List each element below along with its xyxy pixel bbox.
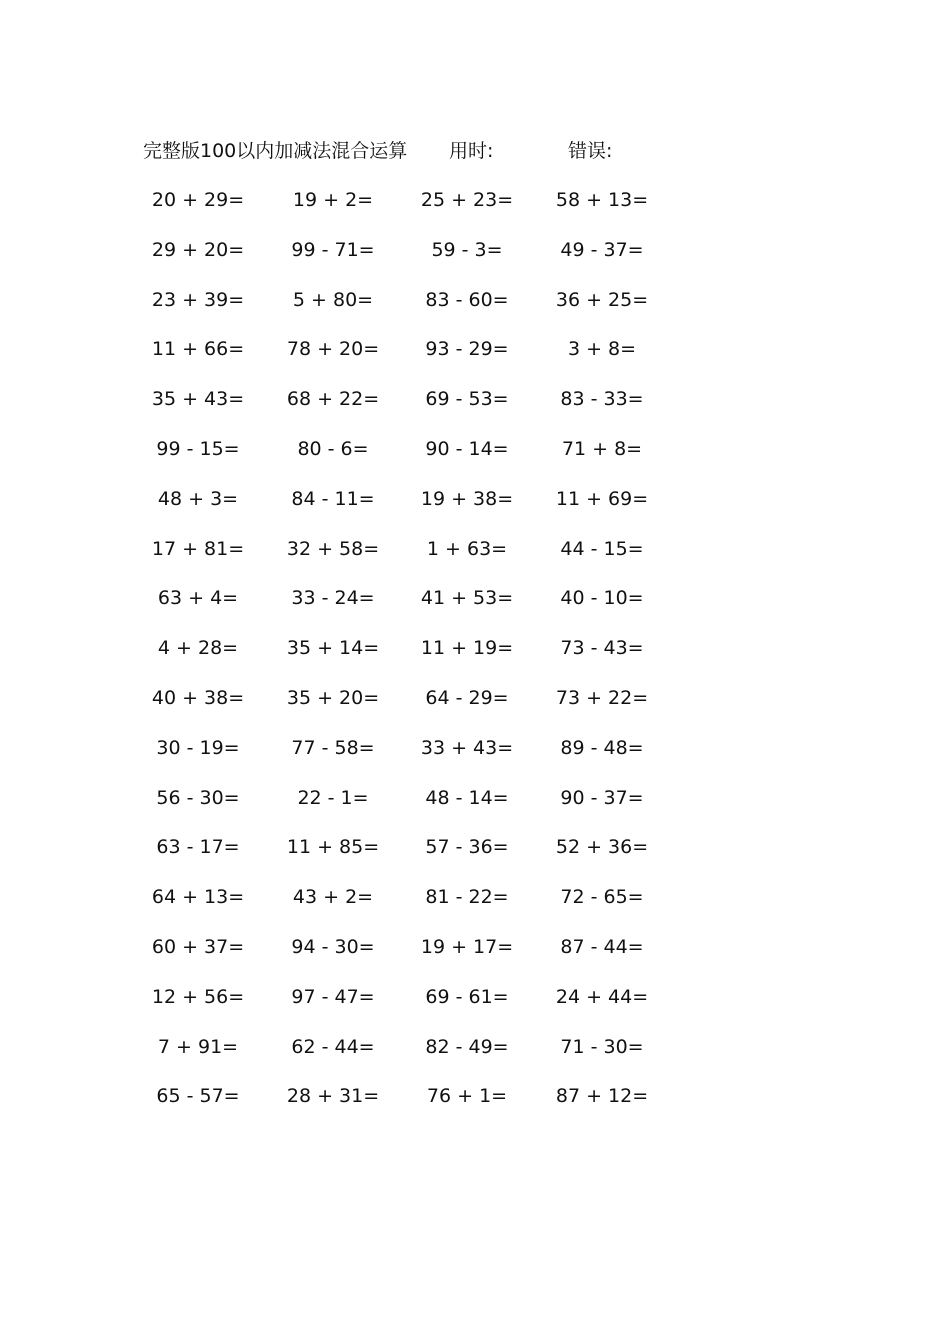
problem-row [143,535,683,585]
problem-item: 41 + 53= [420,587,514,610]
problem-item: 60 + 37= [151,935,245,958]
problem-item: 4 + 28= [157,637,239,660]
problem-item: 71 + 8= [561,437,643,460]
problem-item: 3 + 8= [567,338,637,361]
problem-item: 63 - 17= [156,836,240,859]
problem-item: 89 - 48= [560,736,644,759]
problem-item: 32 + 58= [286,537,380,560]
problem-item: 17 + 81= [151,537,245,560]
problem-row [143,833,683,883]
problem-row [143,584,683,634]
problem-item: 19 + 17= [420,935,514,958]
problem-item: 24 + 44= [555,985,649,1008]
problem-item: 87 - 44= [560,935,644,958]
problem-item: 94 - 30= [291,935,375,958]
problem-item: 71 - 30= [560,1035,644,1058]
problem-item: 99 - 15= [156,437,240,460]
problem-row [143,1033,683,1083]
problem-item: 84 - 11= [291,487,375,510]
problem-item: 11 + 66= [151,338,245,361]
problem-item: 81 - 22= [425,886,509,909]
problem-item: 40 - 10= [560,587,644,610]
problem-item: 90 - 14= [425,437,509,460]
problem-row [143,186,683,236]
problem-item: 65 - 57= [156,1085,240,1108]
worksheet-title: 完整版100以内加减法混合运算 [143,140,408,162]
problem-item: 68 + 22= [286,388,380,411]
problem-item: 52 + 36= [555,836,649,859]
problem-item: 35 + 20= [286,686,380,709]
problem-row [143,1082,683,1132]
problem-item: 29 + 20= [151,238,245,261]
problem-item: 72 - 65= [560,886,644,909]
problem-item: 28 + 31= [286,1085,380,1108]
problem-item: 12 + 56= [151,985,245,1008]
problem-item: 35 + 43= [151,388,245,411]
problem-item: 20 + 29= [151,189,245,211]
problem-item: 93 - 29= [425,338,509,361]
problem-item: 19 + 2= [292,189,374,211]
problem-item: 97 - 47= [291,985,375,1008]
errors-label: 错误: [568,140,613,162]
problem-row [143,335,683,385]
problem-item: 90 - 37= [560,786,644,809]
problem-row [143,485,683,535]
problem-row [143,933,683,983]
problem-item: 23 + 39= [151,288,245,311]
problem-row [143,634,683,684]
problem-item: 69 - 61= [425,985,509,1008]
problem-item: 82 - 49= [425,1035,509,1058]
problem-item: 36 + 25= [555,288,649,311]
problem-row [143,236,683,286]
problem-item: 11 + 19= [420,637,514,660]
problem-item: 69 - 53= [425,388,509,411]
problem-item: 78 + 20= [286,338,380,361]
problem-item: 73 - 43= [560,637,644,660]
problem-item: 40 + 38= [151,686,245,709]
problem-item: 19 + 38= [420,487,514,510]
problem-row [143,684,683,734]
problem-item: 1 + 63= [426,537,508,560]
problem-item: 35 + 14= [286,637,380,660]
problem-item: 30 - 19= [156,736,240,759]
problem-item: 73 + 22= [555,686,649,709]
problem-item: 87 + 12= [555,1085,649,1108]
problem-item: 99 - 71= [291,238,375,261]
problem-item: 56 - 30= [156,786,240,809]
problem-item: 7 + 91= [157,1035,239,1058]
problem-item: 59 - 3= [431,238,503,261]
problem-item: 63 + 4= [157,587,239,610]
problem-item: 22 - 1= [297,786,369,809]
problem-item: 83 - 33= [560,388,644,411]
problem-item: 77 - 58= [291,736,375,759]
problem-row [143,983,683,1033]
problem-item: 80 - 6= [297,437,369,460]
problem-item: 11 + 69= [555,487,649,510]
problem-item: 48 - 14= [425,786,509,809]
problem-item: 44 - 15= [560,537,644,560]
problem-row [143,385,683,435]
problem-item: 76 + 1= [426,1085,508,1108]
problem-row [143,784,683,834]
problem-item: 64 + 13= [151,886,245,909]
problem-item: 48 + 3= [157,487,239,510]
problem-row [143,435,683,485]
problem-item: 49 - 37= [560,238,644,261]
problem-item: 62 - 44= [291,1035,375,1058]
problem-grid [143,186,683,1132]
problem-item: 5 + 80= [292,288,374,311]
problem-item: 33 + 43= [420,736,514,759]
problem-item: 33 - 24= [291,587,375,610]
problem-row [143,883,683,933]
problem-row [143,734,683,784]
problem-item: 64 - 29= [425,686,509,709]
problem-item: 57 - 36= [425,836,509,859]
problem-row [143,286,683,336]
problem-item: 58 + 13= [555,189,649,211]
problem-item: 43 + 2= [292,886,374,909]
problem-item: 83 - 60= [425,288,509,311]
problem-item: 11 + 85= [286,836,380,859]
time-label: 用时: [449,140,494,162]
problem-item: 25 + 23= [420,189,514,211]
